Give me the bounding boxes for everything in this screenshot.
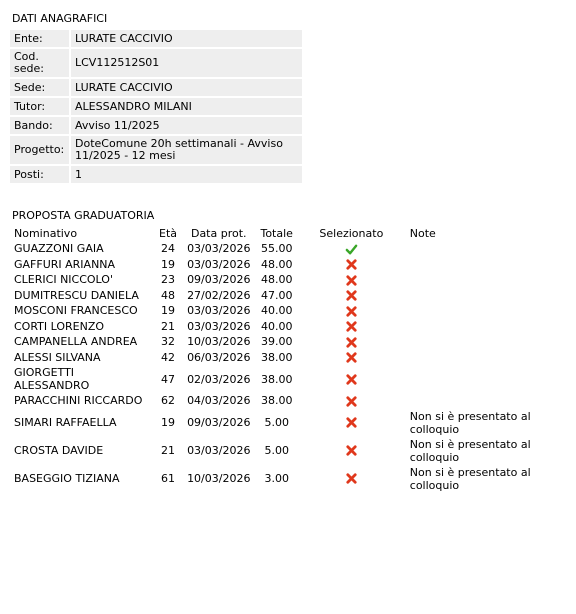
anagrafica-row — [10, 49, 302, 77]
cell-selezionato — [299, 351, 404, 365]
header-eta: Età — [159, 227, 178, 240]
anagrafica-row — [10, 166, 302, 183]
cell-eta: 48 — [161, 288, 176, 302]
table-row — [10, 351, 574, 365]
cell-totale: 38.00 — [260, 350, 293, 364]
cell-selezionato — [299, 258, 404, 272]
header-data-prot: Data prot. — [190, 227, 247, 240]
cell-nominativo: CORTI LORENZO — [14, 319, 105, 333]
cell-totale: 38.00 — [260, 394, 293, 408]
cell-note: Non si è presentato al colloquio — [409, 409, 531, 436]
cell-selezionato — [299, 466, 404, 492]
cell-selezionato — [299, 335, 404, 349]
cell-note — [406, 394, 574, 408]
cell-note — [406, 335, 574, 349]
cell-nominativo: PARACCHINI RICCARDO — [14, 394, 143, 408]
cell-selezionato — [299, 366, 404, 392]
cell-eta: 23 — [161, 273, 176, 287]
cell-note — [406, 320, 574, 334]
anagrafica-label: Sede: — [10, 79, 69, 96]
graduatoria-title: PROPOSTA GRADUATORIA — [12, 209, 155, 222]
cell-eta: 19 — [161, 416, 176, 429]
cell-eta: 42 — [161, 350, 176, 364]
cell-note — [406, 258, 574, 272]
cell-selezionato — [299, 304, 404, 318]
cell-nominativo: GAFFURI ARIANNA — [14, 257, 116, 271]
cell-nominativo: CLERICI NICCOLO' — [14, 273, 113, 287]
cell-data-prot: 04/03/2026 — [187, 394, 251, 408]
cell-data-prot: 03/03/2026 — [187, 257, 251, 271]
cell-note: Non si è presentato al colloquio — [409, 465, 531, 492]
cell-nominativo: MOSCONI FRANCESCO — [14, 304, 138, 318]
cross-icon — [345, 305, 358, 318]
cell-note — [406, 351, 574, 365]
cell-eta: 24 — [161, 242, 176, 256]
table-row — [10, 410, 574, 436]
cell-totale: 5.00 — [264, 416, 289, 429]
anagrafica-label: Posti: — [10, 166, 69, 183]
header-nominativo: Nominativo — [14, 227, 78, 240]
header-totale: Totale — [260, 227, 293, 240]
cell-nominativo: SIMARI RAFFAELLA — [14, 416, 117, 429]
table-row — [10, 394, 574, 408]
cross-icon — [345, 320, 358, 333]
cell-totale: 40.00 — [260, 319, 293, 333]
cell-note — [406, 304, 574, 318]
cell-eta: 62 — [161, 394, 176, 408]
cell-data-prot: 09/03/2026 — [187, 273, 251, 287]
anagrafica-row — [10, 98, 302, 115]
cross-icon — [345, 289, 358, 302]
cell-nominativo: BASEGGIO TIZIANA — [14, 472, 120, 485]
cell-note — [406, 289, 574, 303]
cross-icon — [345, 373, 358, 386]
anagrafica-label: Cod. sede: — [10, 49, 69, 77]
anagrafica-label: Tutor: — [10, 98, 69, 115]
cell-data-prot: 10/03/2026 — [187, 335, 251, 349]
anagrafica-value: LURATE CACCIVIO — [71, 30, 302, 47]
table-row — [10, 242, 574, 256]
anagrafica-title: DATI ANAGRAFICI — [12, 12, 108, 25]
cell-totale: 40.00 — [260, 304, 293, 318]
anagrafica-row — [10, 117, 302, 134]
cross-icon — [345, 444, 358, 457]
graduatoria-header-row — [10, 227, 574, 240]
cell-nominativo: GUAZZONI GAIA — [14, 242, 104, 256]
anagrafica-table — [8, 28, 304, 185]
anagrafica-value: LURATE CACCIVIO — [71, 79, 302, 96]
table-row — [10, 304, 574, 318]
anagrafica-label: Progetto: — [10, 136, 69, 164]
cell-nominativo: GIORGETTI ALESSANDRO — [14, 366, 90, 392]
table-row — [10, 335, 574, 349]
cell-selezionato — [299, 273, 404, 287]
anagrafica-row — [10, 136, 302, 164]
cell-selezionato — [299, 289, 404, 303]
cell-eta: 32 — [161, 335, 176, 349]
cell-data-prot: 10/03/2026 — [187, 472, 251, 485]
cell-data-prot: 03/03/2026 — [187, 444, 251, 457]
cell-totale: 47.00 — [260, 288, 293, 302]
cross-icon — [345, 274, 358, 287]
cell-note — [406, 366, 574, 392]
table-row — [10, 320, 574, 334]
cell-eta: 19 — [161, 304, 176, 318]
cross-icon — [345, 472, 358, 485]
cross-icon — [345, 395, 358, 408]
cell-totale: 3.00 — [264, 472, 289, 485]
cross-icon — [345, 351, 358, 364]
cell-data-prot: 03/03/2026 — [187, 319, 251, 333]
cell-eta: 21 — [161, 319, 176, 333]
cell-totale: 5.00 — [264, 444, 289, 457]
cell-nominativo: CAMPANELLA ANDREA — [14, 335, 138, 349]
cell-totale: 38.00 — [260, 372, 293, 386]
cell-nominativo: DUMITRESCU DANIELA — [14, 288, 139, 302]
cell-eta: 47 — [161, 372, 176, 386]
anagrafica-row — [10, 30, 302, 47]
table-row — [10, 258, 574, 272]
cell-totale: 39.00 — [260, 335, 293, 349]
cell-eta: 61 — [161, 472, 176, 485]
cell-totale: 55.00 — [260, 242, 293, 256]
anagrafica-value: ALESSANDRO MILANI — [71, 98, 302, 115]
cell-data-prot: 27/02/2026 — [187, 288, 251, 302]
table-row — [10, 438, 574, 464]
cell-note: Non si è presentato al colloquio — [409, 437, 531, 464]
anagrafica-value: 1 — [71, 166, 302, 183]
cell-eta: 19 — [161, 257, 176, 271]
anagrafica-row — [10, 79, 302, 96]
cell-nominativo: ALESSI SILVANA — [14, 350, 101, 364]
cell-selezionato — [299, 320, 404, 334]
cross-icon — [345, 336, 358, 349]
cell-selezionato — [299, 242, 404, 256]
cell-data-prot: 03/03/2026 — [187, 242, 251, 256]
cell-data-prot: 06/03/2026 — [187, 350, 251, 364]
header-selezionato: Selezionato — [319, 227, 384, 240]
table-row — [10, 289, 574, 303]
anagrafica-label: Ente: — [10, 30, 69, 47]
cell-data-prot: 02/03/2026 — [187, 372, 251, 386]
anagrafica-value: Avviso 11/2025 — [71, 117, 302, 134]
cell-data-prot: 03/03/2026 — [187, 304, 251, 318]
cell-eta: 21 — [161, 444, 176, 457]
cell-note — [406, 273, 574, 287]
cross-icon — [345, 258, 358, 271]
cell-note — [406, 242, 574, 256]
cross-icon — [345, 416, 358, 429]
check-icon — [345, 243, 358, 256]
table-row — [10, 366, 574, 392]
table-row — [10, 273, 574, 287]
cell-nominativo: CROSTA DAVIDE — [14, 444, 104, 457]
cell-totale: 48.00 — [260, 273, 293, 287]
anagrafica-value: LCV112512S01 — [71, 49, 302, 77]
cell-selezionato — [299, 410, 404, 436]
cell-data-prot: 09/03/2026 — [187, 416, 251, 429]
table-row — [10, 466, 574, 492]
cell-totale: 48.00 — [260, 257, 293, 271]
anagrafica-label: Bando: — [10, 117, 69, 134]
anagrafica-value: DoteComune 20h settimanali - Avviso 11/2025 - 12 mesi — [71, 136, 302, 164]
cell-selezionato — [299, 394, 404, 408]
cell-selezionato — [299, 438, 404, 464]
graduatoria-table — [8, 225, 576, 494]
header-note: Note — [409, 227, 436, 240]
